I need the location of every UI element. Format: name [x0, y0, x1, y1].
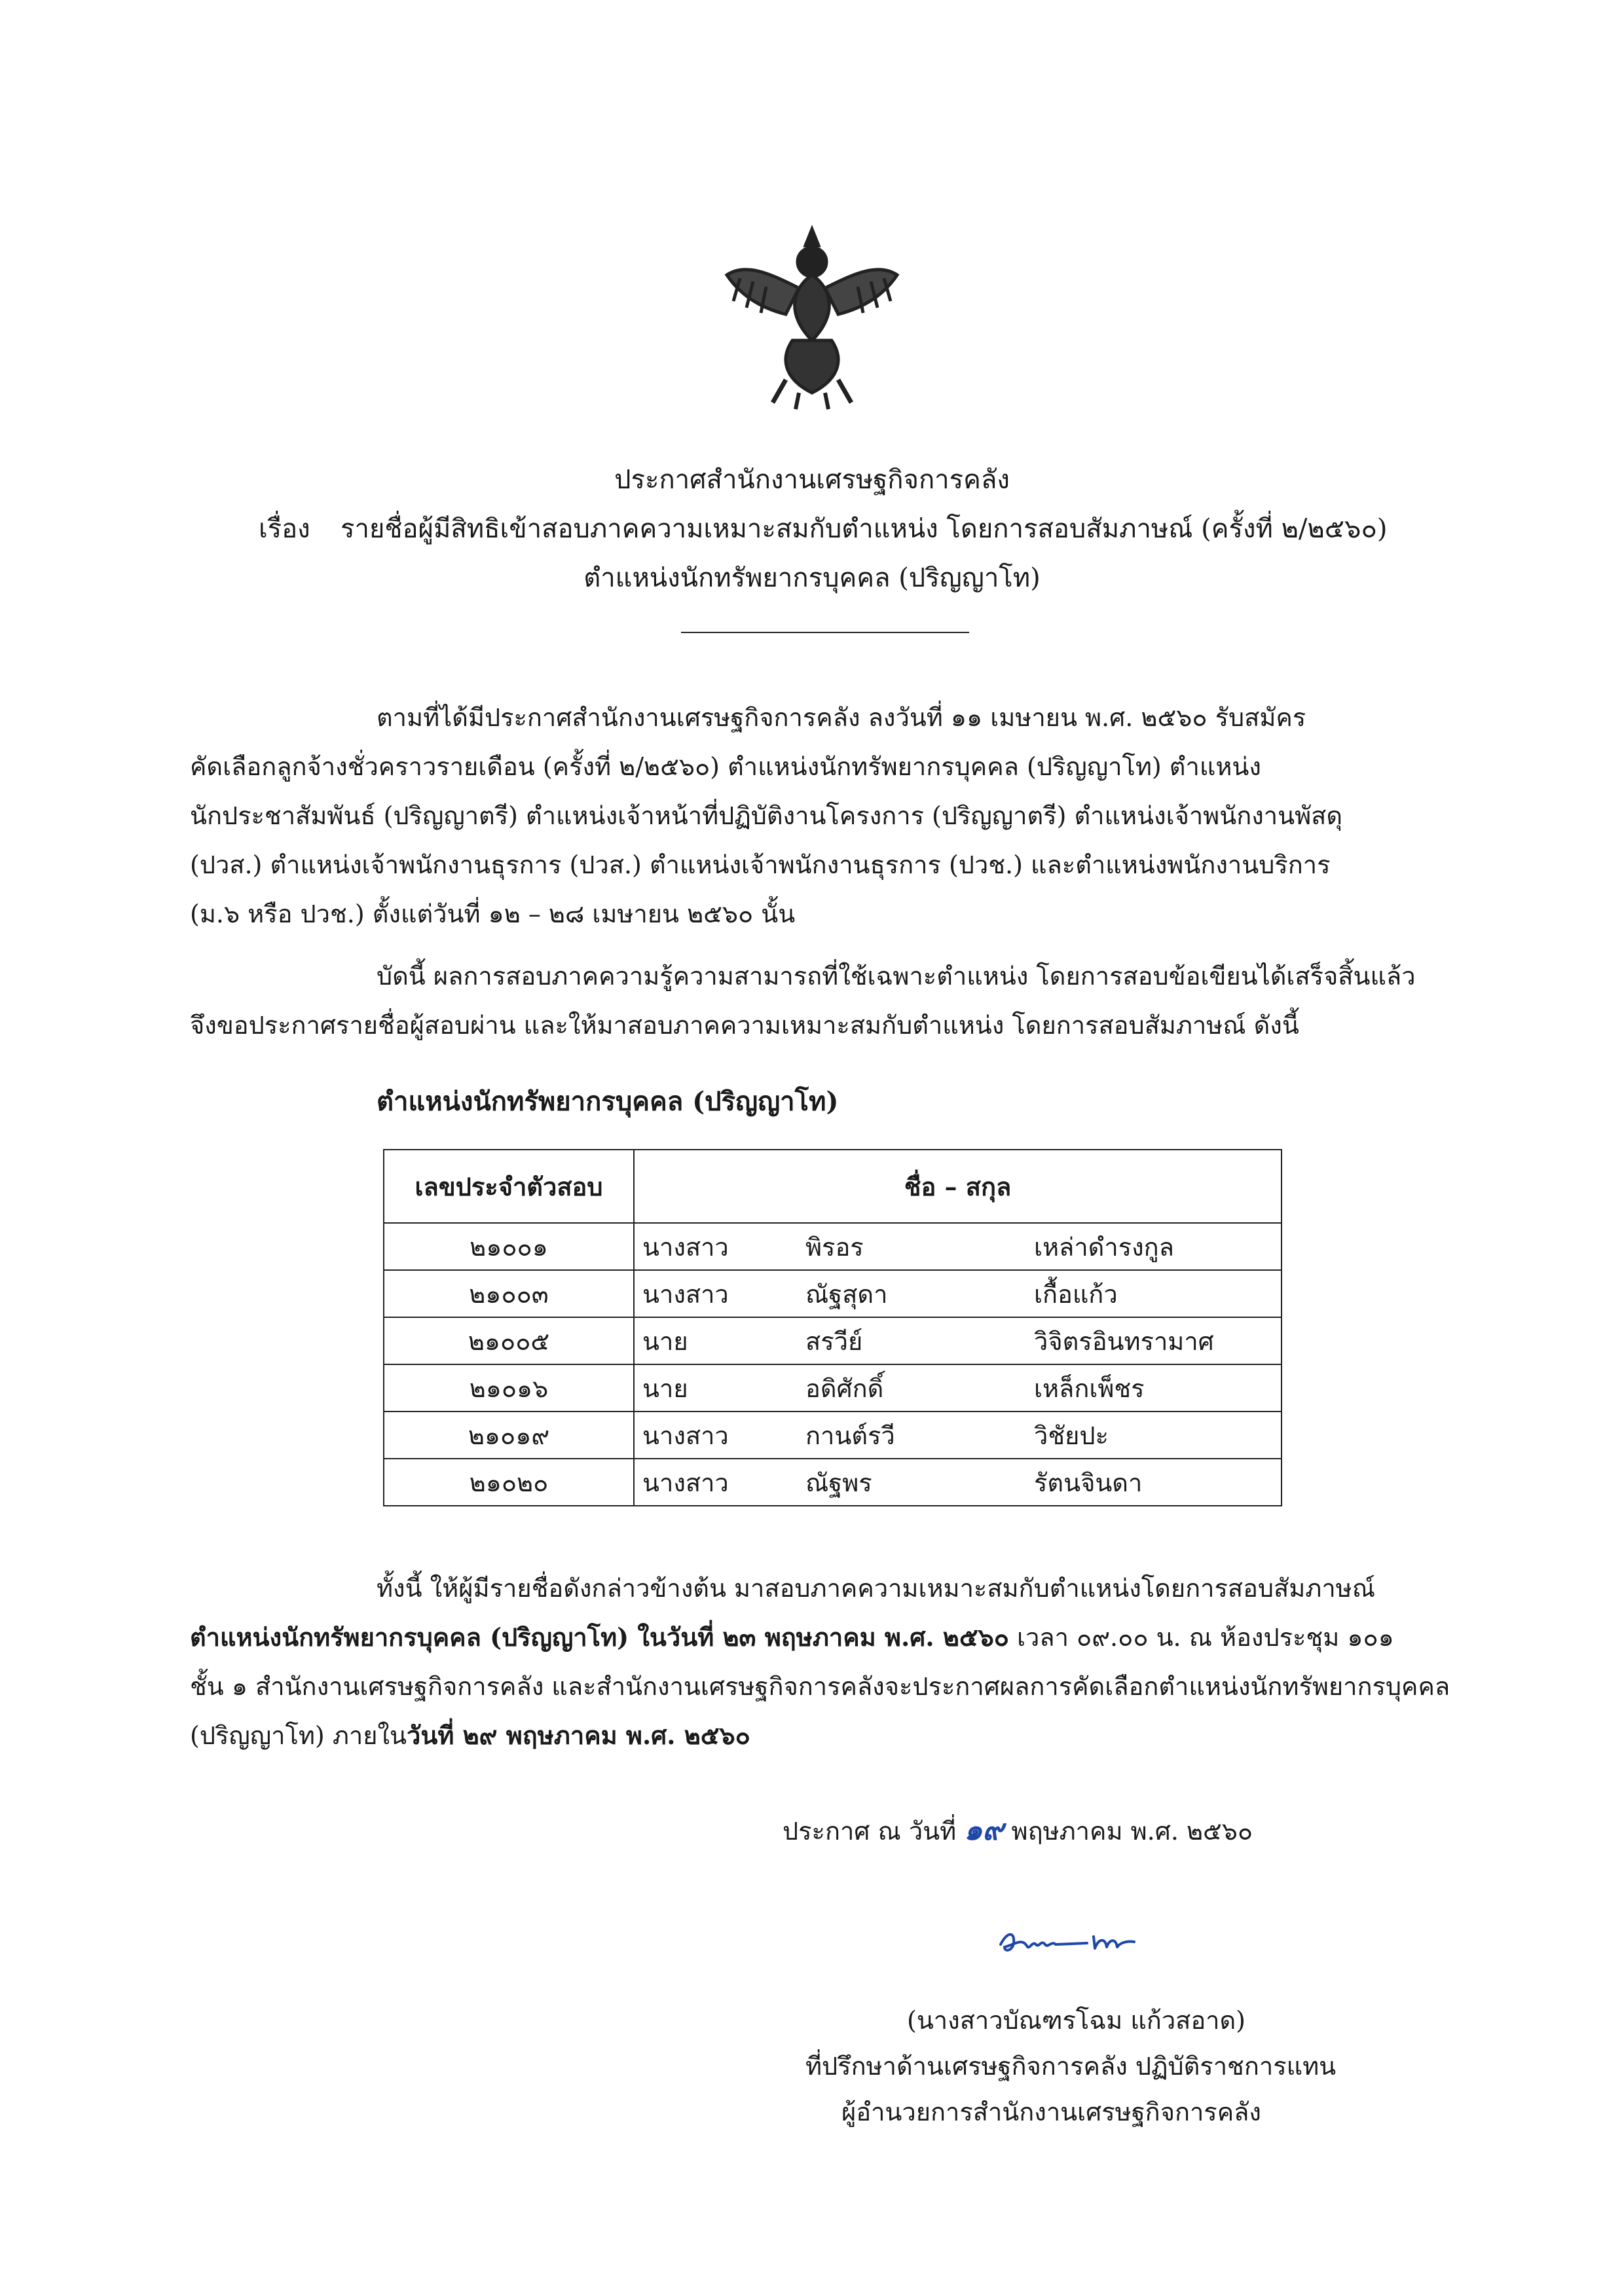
last-name-cell: เหล่าดำรงกูล: [1026, 1223, 1282, 1270]
announcement-position: ตำแหน่งนักทรัพยากรบุคคล (ปริญญาโท): [583, 563, 1041, 593]
exam-id-cell: ๒๑๐๐๕: [384, 1317, 634, 1364]
last-name-cell: เกื้อแก้ว: [1026, 1270, 1282, 1317]
interview-date-bold: ตำแหน่งนักทรัพยากรบุคคล (ปริญญาโท) ในวันที่ ๒๓ พฤษภาคม พ.ศ. ๒๕๖๐: [190, 1622, 1009, 1652]
garuda-emblem-icon: [714, 216, 910, 412]
title-cell: นางสาว: [634, 1412, 798, 1459]
paragraph3-line: [190, 1715, 750, 1755]
announcement-subject: [259, 507, 1387, 549]
exam-id-cell: ๒๑๐๑๙: [384, 1412, 634, 1459]
paragraph2-line: จึงขอประกาศรายชื่อผู้สอบผ่าน และให้มาสอบภาคความเหมาะสมกับตำแหน่ง โดยการสอบสัมภาษณ์ ดังนี้: [190, 1011, 1299, 1040]
paragraph2-line: บัดนี้ ผลการสอบภาคความรู้ความสามารถที่ใช้เฉพาะตำแหน่ง โดยการสอบข้อเขียนได้เสร็จสิ้นแล้ว: [377, 962, 1416, 991]
last-name-cell: วิจิตรอินทรามาศ: [1026, 1317, 1282, 1364]
last-name-cell: วิชัยปะ: [1026, 1412, 1282, 1459]
signature-icon: [995, 1918, 1139, 1964]
first-name-cell: อดิศักดิ์: [798, 1364, 1026, 1412]
paragraph1-line: คัดเลือกลูกจ้างชั่วคราวรายเดือน (ครั้งที่ ๒/๒๕๖๐) ตำแหน่งนักทรัพยากรบุคคล (ปริญญาโท) ตำแหน่ง: [190, 752, 1261, 781]
exam-id-cell: ๒๑๐๐๓: [384, 1270, 634, 1317]
table-row: [384, 1317, 1282, 1364]
paragraph1-line: นักประชาสัมพันธ์ (ปริญญาตรี) ตำแหน่งเจ้าหน้าที่ปฏิบัติงานโครงการ (ปริญญาตรี) ตำแหน่งเจ้าพนักงานพัสดุ: [190, 801, 1343, 830]
table-row: [384, 1270, 1282, 1317]
exam-id-cell: ๒๑๐๒๐: [384, 1459, 634, 1506]
result-date-bold: วันที่ ๒๙ พฤษภาคม พ.ศ. ๒๕๖๐: [407, 1721, 750, 1750]
table-row: [384, 1459, 1282, 1506]
announcement-title: ประกาศสำนักงานเศรษฐกิจการคลัง: [614, 465, 1010, 495]
header-exam-id: เลขประจำตัวสอบ: [384, 1150, 634, 1223]
signatory-organization: ผู้อำนวยการสำนักงานเศรษฐกิจการคลัง: [841, 2098, 1261, 2126]
first-name-cell: ณัฐสุดา: [798, 1270, 1026, 1317]
paragraph3-line: ชั้น ๑ สำนักงานเศรษฐกิจการคลัง และสำนักงานเศรษฐกิจการคลังจะประกาศผลการคัดเลือกตำแหน่งนักทรัพยากรบุคคล: [190, 1672, 1450, 1701]
title-cell: นางสาว: [634, 1223, 798, 1270]
title-cell: นาย: [634, 1317, 798, 1364]
first-name-cell: ณัฐพร: [798, 1459, 1026, 1506]
header-divider: [681, 632, 969, 633]
interview-time-location: เวลา ๐๙.๐๐ น. ณ ห้องประชุม ๑๐๑: [1008, 1623, 1394, 1652]
paragraph3-line: [190, 1617, 1394, 1657]
exam-id-cell: ๒๑๐๑๖: [384, 1364, 634, 1412]
date-prefix: ประกาศ ณ วันที่: [783, 1817, 957, 1846]
title-cell: นางสาว: [634, 1459, 798, 1506]
announcement-date: [783, 1807, 1253, 1853]
header-full-name: ชื่อ – สกุล: [634, 1150, 1282, 1223]
last-name-cell: รัตนจินดา: [1026, 1459, 1282, 1506]
table-row: [384, 1412, 1282, 1459]
signatory-name: (นางสาวบัณฑรโฉม แก้วสอาด): [907, 2006, 1246, 2035]
first-name-cell: พิรอร: [798, 1223, 1026, 1270]
paragraph1-line: (ปวส.) ตำแหน่งเจ้าพนักงานธุรการ (ปวส.) ตำแหน่งเจ้าพนักงานธุรการ (ปวช.) และตำแหน่งพนักงานบริการ: [190, 850, 1331, 879]
subject-text: รายชื่อผู้มีสิทธิเข้าสอบภาคความเหมาะสมกับตำแหน่ง โดยการสอบสัมภาษณ์ (ครั้งที่ ๒/๒๕๖๐): [341, 514, 1388, 544]
first-name-cell: สรวีย์: [798, 1317, 1026, 1364]
candidates-table: [383, 1149, 1282, 1506]
title-cell: นางสาว: [634, 1270, 798, 1317]
signatory-role: ที่ปรึกษาด้านเศรษฐกิจการคลัง ปฏิบัติราชการแทน: [805, 2052, 1337, 2081]
section-heading: ตำแหน่งนักทรัพยากรบุคคล (ปริญญาโท): [377, 1086, 839, 1117]
result-date-prefix: (ปริญญาโท) ภายใน: [190, 1721, 407, 1750]
paragraph1-line: (ม.๖ หรือ ปวช.) ตั้งแต่วันที่ ๑๒ – ๒๘ เมษายน ๒๕๖๐ นั้น: [190, 900, 796, 928]
exam-id-cell: ๒๑๐๐๑: [384, 1223, 634, 1270]
paragraph3-line: ทั้งนี้ ให้ผู้มีรายชื่อดังกล่าวข้างต้น มาสอบภาคความเหมาะสมกับตำแหน่งโดยการสอบสัมภาษณ์: [377, 1574, 1375, 1603]
table-header-row: [384, 1150, 1282, 1223]
paragraph1-line: ตามที่ได้มีประกาศสำนักงานเศรษฐกิจการคลัง ลงวันที่ ๑๑ เมษายน พ.ศ. ๒๕๖๐ รับสมัคร: [377, 703, 1306, 732]
table-row: [384, 1223, 1282, 1270]
subject-label: เรื่อง: [259, 514, 310, 544]
date-day-handwritten: ๑๙: [964, 1813, 1004, 1847]
last-name-cell: เหล็กเพ็ชร: [1026, 1364, 1282, 1412]
first-name-cell: กานต์รวี: [798, 1412, 1026, 1459]
title-cell: นาย: [634, 1364, 798, 1412]
date-suffix: พฤษภาคม พ.ศ. ๒๕๖๐: [1011, 1817, 1253, 1846]
table-row: [384, 1364, 1282, 1412]
